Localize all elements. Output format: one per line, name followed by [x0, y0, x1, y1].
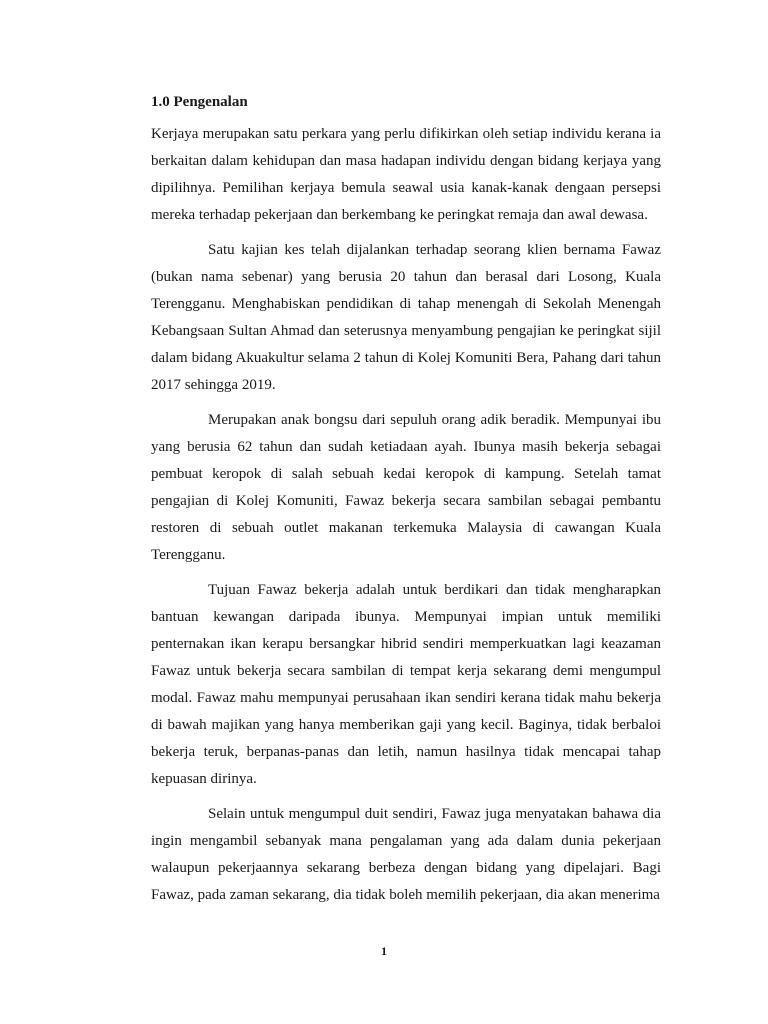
paragraph-5: Selain untuk mengumpul duit sendiri, Fawaz juga menyatakan bahawa dia ingin mengambil sebanyak mana pengalaman yang ada dalam dunia pekerjaan walaupun pekerjaannya sekarang berbeza dengan bidang yang dipelajari. Bagi Fawaz, pada zaman sekarang, dia tidak boleh memilih pekerjaan, dia akan menerima: [151, 806, 661, 903]
page-number: 1: [381, 944, 387, 958]
paragraph-1: Kerjaya merupakan satu perkara yang perlu difikirkan oleh setiap individu kerana ia berkaitan dalam kehidupan dan masa hadapan individu dengan bidang kerjaya yang dipilihnya. Pemilihan kerjaya bemula seawal usia kanak-kanak dengaan persepsi mereka terhadap pekerjaan dan berkembang ke peringkat remaja dan awal dewasa.: [151, 126, 661, 223]
paragraph-2: Satu kajian kes telah dijalankan terhadap seorang klien bernama Fawaz (bukan nama sebenar) yang berusia 20 tahun dan berasal dari Losong, Kuala Terengganu. Menghabiskan pendidikan di tahap menengah di Sekolah Menengah Kebangsaan Sultan Ahmad dan seterusnya menyambung pengajian ke peringkat sijil dalam bidang Akuakultur selama 2 tahun di Kolej Komuniti Bera, Pahang dari tahun 2017 sehingga 2019.: [151, 242, 661, 393]
paragraph-4: Tujuan Fawaz bekerja adalah untuk berdikari dan tidak mengharapkan bantuan kewangan daripada ibunya. Mempunyai impian untuk memiliki penternakan ikan kerapu bersangkar hibrid sendiri memperkuatkan lagi keazaman Fawaz untuk bekerja secara sambilan di tempat kerja sekarang demi mengumpul modal. Fawaz mahu mempunyai perusahaan ikan sendiri kerana tidak mahu bekerja di bawah majikan yang hanya memberikan gaji yang kecil. Baginya, tidak berbaloi bekerja teruk, berpanas-panas dan letih, namun hasilnya tidak mencapai tahap kepuasan dirinya.: [151, 582, 661, 787]
section-heading: 1.0 Pengenalan: [151, 94, 248, 110]
paragraph-3: Merupakan anak bongsu dari sepuluh orang adik beradik. Mempunyai ibu yang berusia 62 tahun dan sudah ketiadaan ayah. Ibunya masih bekerja sebagai pembuat keropok di salah sebuah kedai keropok di kampung. Setelah tamat pengajian di Kolej Komuniti, Fawaz bekerja secara sambilan sebagai pembantu restoren di sebuah outlet makanan terkemuka Malaysia di cawangan Kuala Terengganu.: [151, 412, 661, 563]
page-content: [151, 89, 661, 917]
